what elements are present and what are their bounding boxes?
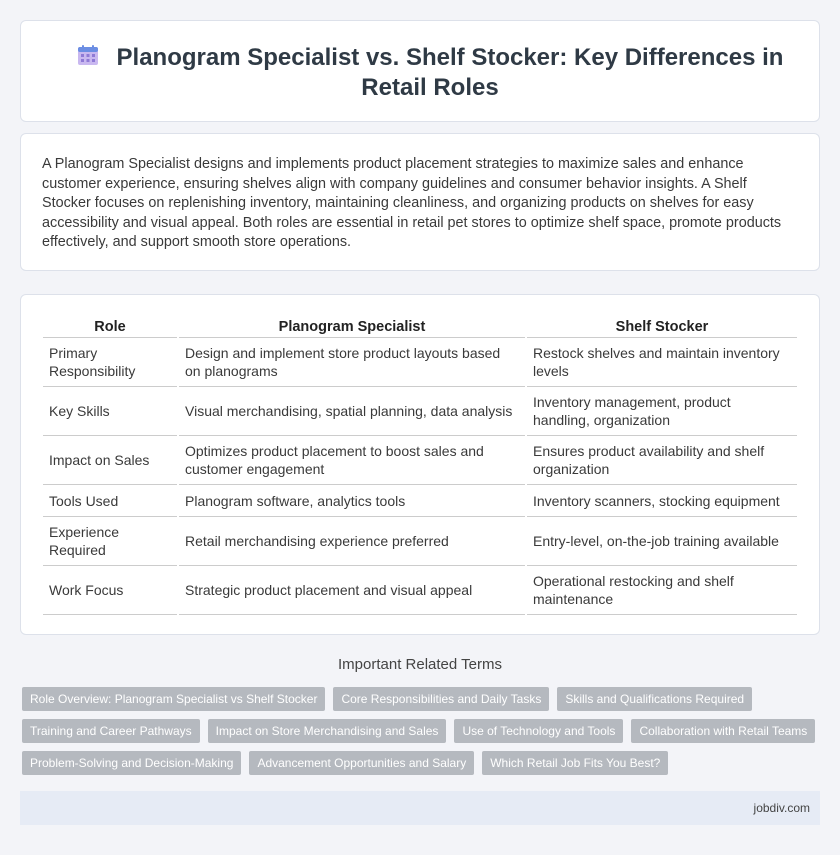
stocker-cell: Inventory scanners, stocking equipment <box>527 485 797 517</box>
row-label: Tools Used <box>43 485 177 517</box>
related-terms-list <box>22 687 822 775</box>
row-label: Experience Required <box>43 517 177 566</box>
calendar-icon <box>77 44 99 66</box>
related-term-tag[interactable]: Problem-Solving and Decision-Making <box>22 751 241 775</box>
intro-card <box>20 133 820 271</box>
stocker-cell: Entry-level, on-the-job training available <box>527 517 797 566</box>
comparison-card <box>20 294 820 635</box>
planogram-cell: Visual merchandising, spatial planning, data analysis <box>179 387 525 436</box>
stocker-cell: Restock shelves and maintain inventory levels <box>527 338 797 387</box>
row-label: Work Focus <box>43 566 177 615</box>
header-shelf-stocker: Shelf Stocker <box>527 316 797 338</box>
row-label: Primary Responsibility <box>43 338 177 387</box>
table-row <box>43 566 797 615</box>
related-term-tag[interactable]: Training and Career Pathways <box>22 719 200 743</box>
comparison-table <box>41 316 799 615</box>
related-term-tag[interactable]: Impact on Store Merchandising and Sales <box>208 719 447 743</box>
row-label: Impact on Sales <box>43 436 177 485</box>
intro-paragraph: A Planogram Specialist designs and implements product placement strategies to maximize sales and enhance customer experience, ensuring shelves align with company guidelines and consumer behavior insights. A Shelf Stocker focuses on replenishing inventory, maintaining cleanliness, and organizing products on shelves for easy accessibility and visual appeal. Both roles are essential in retail pet stores to optimize shelf space, promote products effectively, and support smooth store operations. <box>42 156 782 250</box>
planogram-cell: Retail merchandising experience preferred <box>179 517 525 566</box>
related-term-tag[interactable]: Role Overview: Planogram Specialist vs Shelf Stocker <box>22 687 325 711</box>
planogram-cell: Planogram software, analytics tools <box>179 485 525 517</box>
stocker-cell: Operational restocking and shelf maintenance <box>527 566 797 615</box>
source-link[interactable]: jobdiv.com <box>753 801 810 815</box>
table-row <box>43 387 797 436</box>
related-term-tag[interactable]: Advancement Opportunities and Salary <box>249 751 474 775</box>
related-term-tag[interactable]: Core Responsibilities and Daily Tasks <box>333 687 549 711</box>
header-role: Role <box>43 316 177 338</box>
table-header-row <box>43 316 797 338</box>
stocker-cell: Inventory management, product handling, organization <box>527 387 797 436</box>
related-term-tag[interactable]: Skills and Qualifications Required <box>557 687 752 711</box>
planogram-cell: Strategic product placement and visual appeal <box>179 566 525 615</box>
header-planogram-specialist: Planogram Specialist <box>179 316 525 338</box>
stocker-cell: Ensures product availability and shelf organization <box>527 436 797 485</box>
page-title-text: Planogram Specialist vs. Shelf Stocker: Key Differences in Retail Roles <box>116 44 784 101</box>
header-card <box>20 20 820 122</box>
table-row <box>43 436 797 485</box>
planogram-cell: Design and implement store product layouts based on planograms <box>179 338 525 387</box>
planogram-cell: Optimizes product placement to boost sales and customer engagement <box>179 436 525 485</box>
page-title <box>61 43 799 103</box>
table-row <box>43 517 797 566</box>
table-row <box>43 338 797 387</box>
related-terms-title: Important Related Terms <box>338 656 502 673</box>
related-term-tag[interactable]: Which Retail Job Fits You Best? <box>482 751 668 775</box>
related-term-tag[interactable]: Use of Technology and Tools <box>454 719 623 743</box>
table-row <box>43 485 797 517</box>
related-term-tag[interactable]: Collaboration with Retail Teams <box>631 719 815 743</box>
row-label: Key Skills <box>43 387 177 436</box>
footer-bar <box>20 791 820 825</box>
